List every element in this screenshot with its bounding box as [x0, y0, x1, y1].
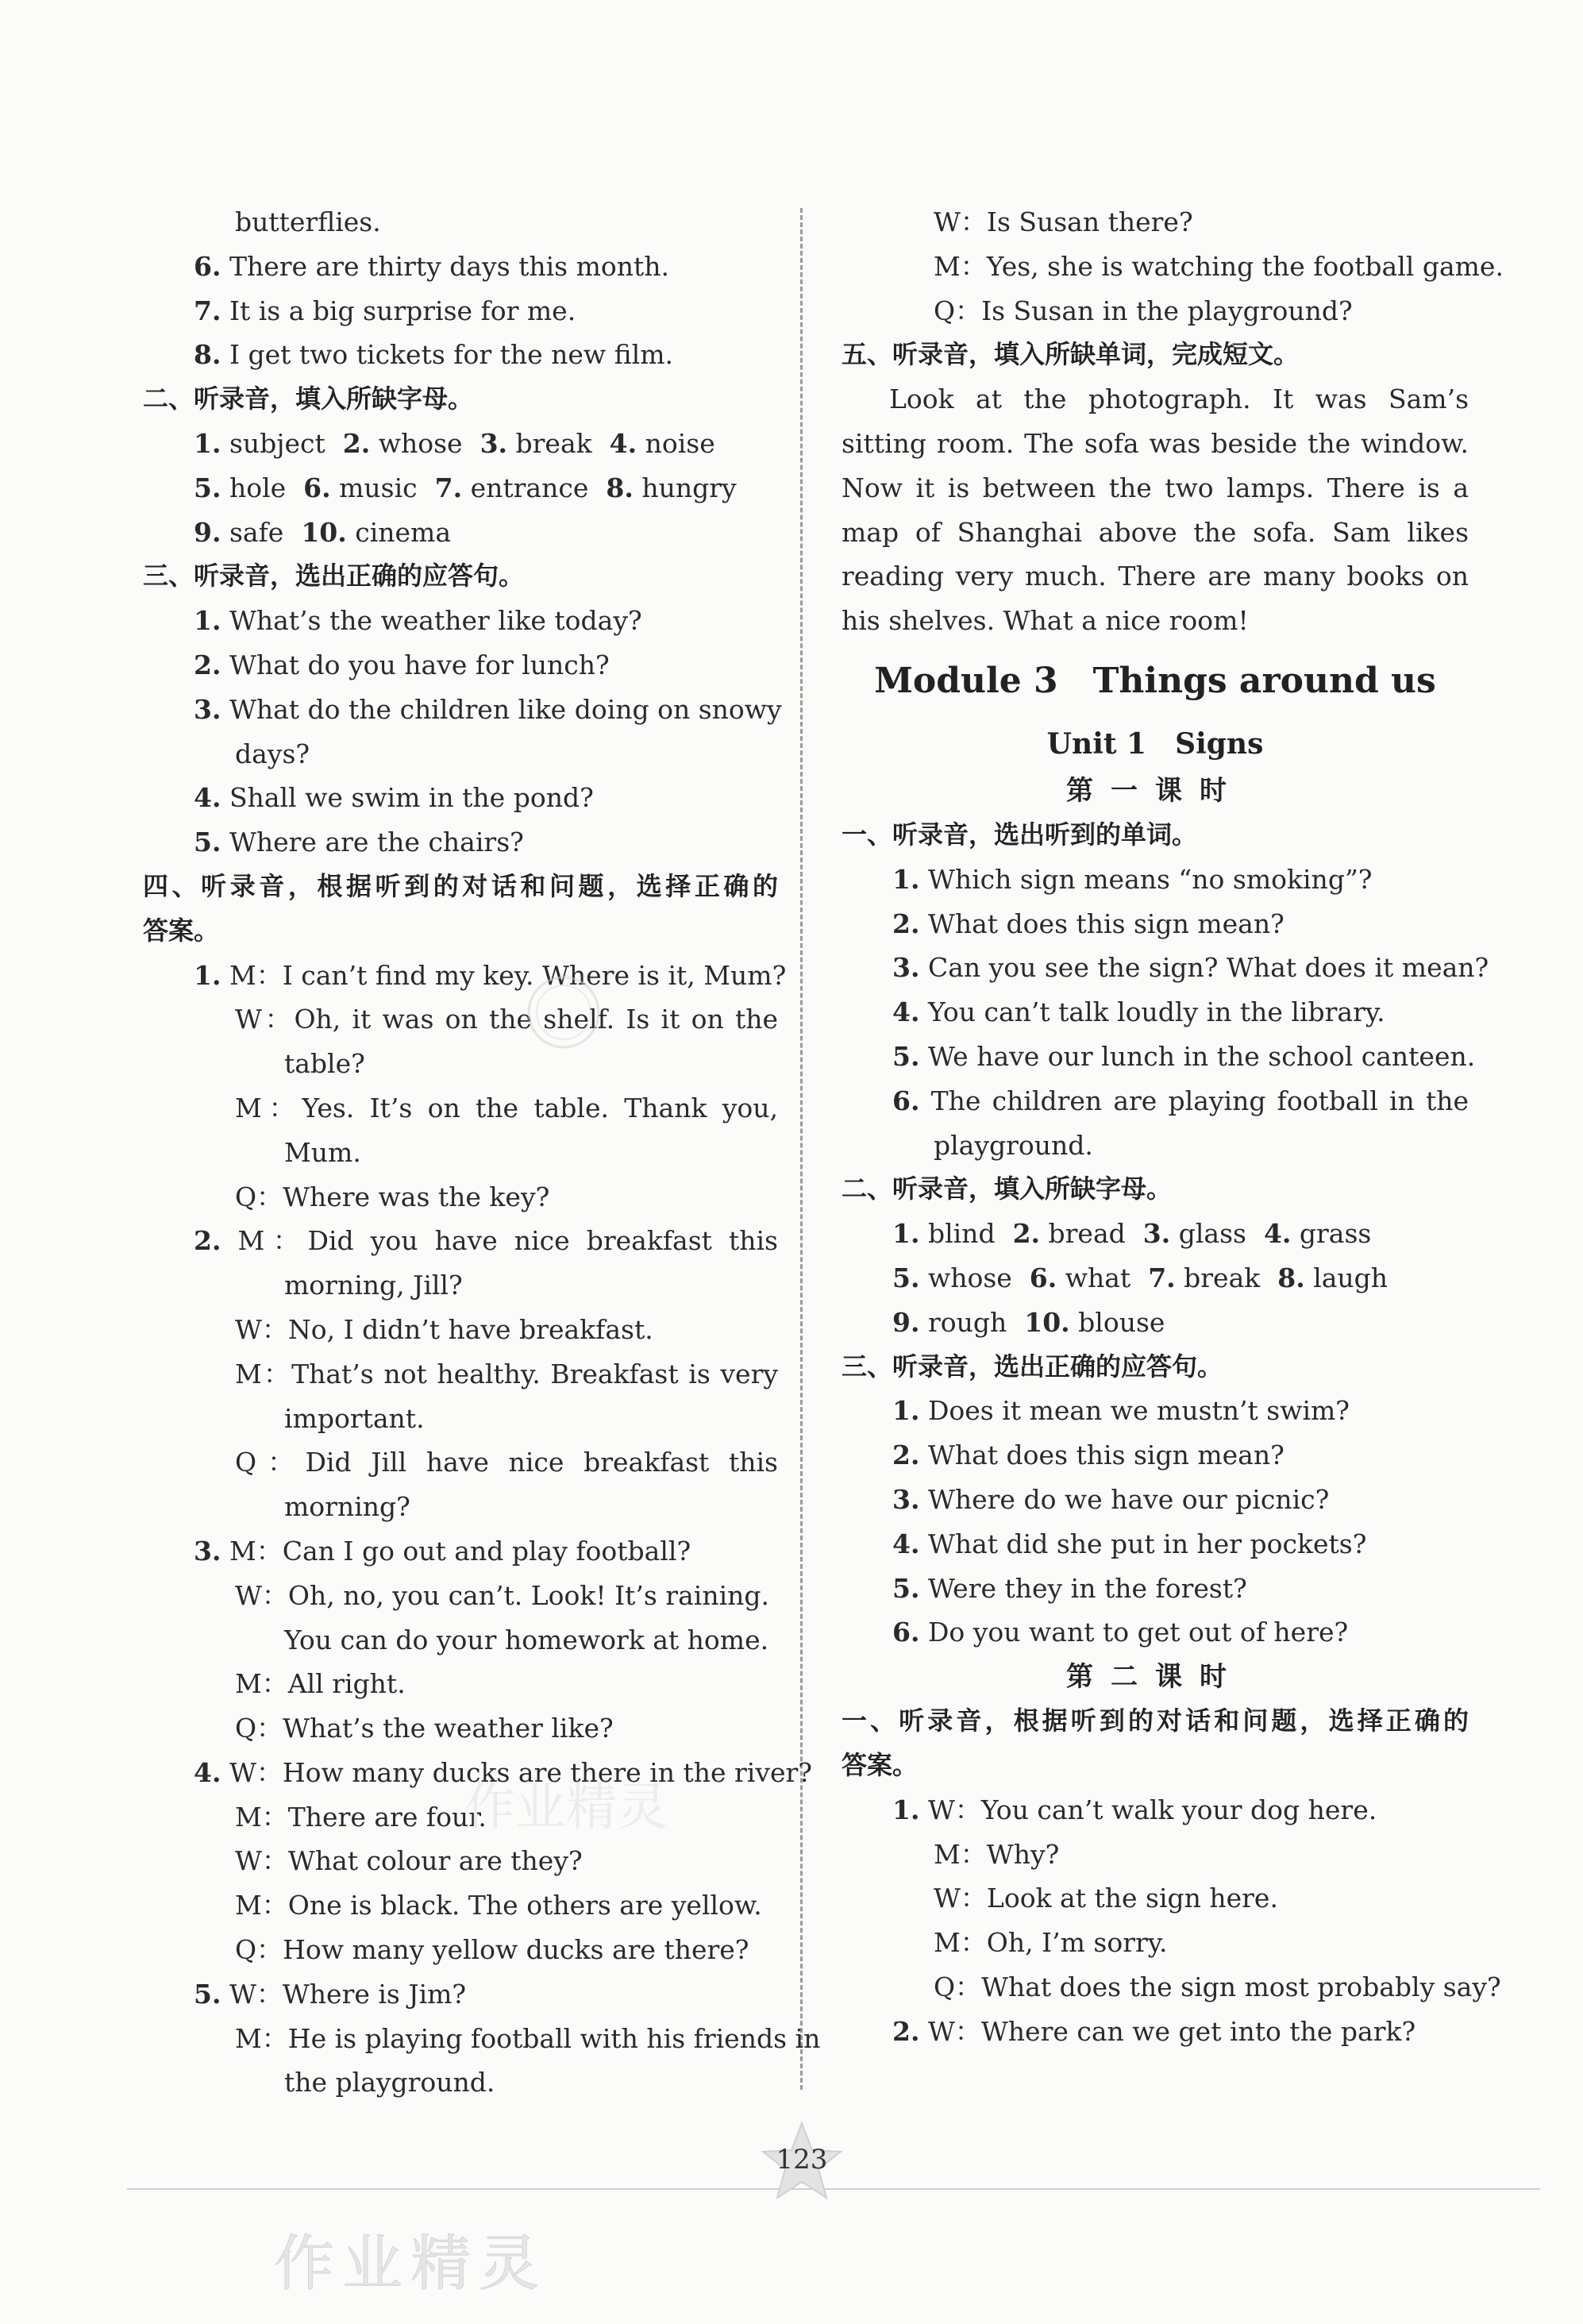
dialogue-text: Where is Jim?: [282, 1978, 467, 2010]
dialogue-content: [284, 1397, 778, 1441]
item-number: 5.: [892, 1040, 920, 1072]
numbered-sentence: [143, 643, 778, 688]
dialogue-line: [143, 997, 778, 1042]
dialogue-text: What does the sign most probably say?: [981, 1971, 1501, 2002]
numbered-sentence: [842, 1522, 1469, 1567]
speaker-label: W：: [229, 1978, 283, 2010]
right-section-heading-2: 二、听录音，填入所缺字母。: [842, 1174, 1173, 1204]
speaker-label: W：: [934, 1883, 987, 1914]
numbered-sentence: [842, 1610, 1469, 1655]
dialogue-line: [842, 2010, 1469, 2054]
dialogue-text: One is black. The others are yellow.: [287, 1890, 762, 1921]
dialogue-content: [235, 1086, 778, 1131]
dialogue-content: [934, 1833, 1469, 1877]
item-number: 6.: [194, 250, 221, 282]
speaker-label: M：: [934, 1927, 987, 1959]
item-number: 4.: [892, 1528, 920, 1559]
dialogue-text: No, I didn’t have breakfast.: [287, 1313, 653, 1345]
dialogue-content: [235, 1574, 778, 1618]
continued-text: butterflies.: [235, 206, 381, 237]
sentence-text: Which sign means “no smoking”?: [927, 863, 1373, 895]
numbered-sentence: [842, 1035, 1476, 1079]
dialogue-content: [934, 245, 1504, 289]
answer-word: safe: [229, 516, 284, 548]
dialogue-content: [235, 1928, 778, 1972]
passage-text: his shelves. What a nice room!: [842, 605, 1249, 637]
item-number: 4.: [1263, 1218, 1292, 1250]
word-row: [842, 1301, 1469, 1345]
unit-title: Unit 1 Signs: [1046, 726, 1264, 761]
watermark-faint: 作业精灵: [464, 1779, 668, 1837]
item-number: 3.: [892, 952, 920, 984]
item-number: 1.: [892, 863, 920, 895]
passage-line: [842, 377, 1469, 422]
dialogue-line: [143, 1440, 778, 1485]
item-number: 8.: [194, 339, 221, 371]
answer-word: what: [1065, 1262, 1131, 1293]
dialogue-content: [194, 1219, 778, 1263]
word-row: [143, 422, 778, 466]
dialogue-line: [143, 1086, 778, 1131]
dialogue-content: [235, 1662, 778, 1706]
numbered-sentence: [842, 990, 1469, 1035]
dialogue-line: [143, 1839, 778, 1883]
word-row: [842, 1256, 1469, 1301]
answer-word: break: [1184, 1262, 1261, 1293]
dialogue-content: [235, 1839, 778, 1883]
dialogue-line: [842, 245, 1504, 289]
answer-word: laugh: [1313, 1262, 1388, 1293]
dialogue-text: How many ducks are there in the river?: [282, 1756, 812, 1788]
item-number: 6.: [892, 1085, 920, 1116]
speaker-label: W：: [229, 1756, 283, 1788]
dialogue-line: [143, 1529, 778, 1574]
sentence-text: I get two tickets for the new film.: [229, 339, 674, 371]
sentence-text: Does it mean we mustn’t swim?: [927, 1395, 1350, 1427]
answer-word: music: [339, 472, 418, 503]
heading-content: 四、听录音，根据听到的对话和问题，选择正确的: [143, 870, 778, 901]
dialogue-content: [284, 1131, 778, 1175]
speaker-label: Q：: [235, 1181, 283, 1212]
sentence-text: There are thirty days this month.: [229, 250, 670, 282]
page-number: 123: [776, 2144, 828, 2176]
numbered-sentence: [143, 776, 778, 820]
dialogue-text: Yes, she is watching the football game.: [986, 250, 1504, 282]
dialogue-content: [194, 1972, 778, 2017]
speaker-label: W：: [927, 1794, 981, 1825]
dialogue-content: [194, 1529, 778, 1574]
item-number: 1.: [194, 605, 221, 637]
dialogue-line: [143, 954, 787, 998]
sentence-text: Do you want to get out of here?: [927, 1617, 1349, 1648]
word-row: [143, 511, 778, 555]
speaker-label: M：: [235, 2022, 288, 2054]
passage-line: [842, 554, 1469, 599]
passage-line: [842, 511, 1469, 555]
dialogue-text: Where was the key?: [283, 1181, 550, 1212]
numbered-sentence: [842, 902, 1469, 946]
item-number: 1.: [892, 1395, 920, 1427]
item-number: 2.: [342, 427, 371, 459]
sentence-text: Shall we swim in the pond?: [229, 782, 594, 814]
speaker-label: M：: [235, 1890, 288, 1921]
passage-text: map of Shanghai above the sofa. Sam likes: [842, 516, 1469, 548]
answer-word: cinema: [355, 516, 452, 548]
item-number: 5.: [194, 827, 221, 858]
dialogue-line: [143, 1751, 812, 1795]
sentence-text: What does this sign mean?: [927, 1439, 1285, 1471]
dialogue-text: You can’t walk your dog here.: [980, 1794, 1377, 1825]
dialogue-content: [235, 997, 778, 1042]
answer-word: noise: [645, 427, 715, 459]
item-number: 8.: [1277, 1262, 1305, 1293]
dialogue-continuation: [143, 1618, 778, 1663]
dialogue-continuation: [143, 1263, 778, 1308]
dialogue-line: [143, 1928, 778, 1972]
sentence-text: Can you see the sign? What does it mean?: [927, 952, 1489, 984]
dialogue-text: What colour are they?: [287, 1845, 583, 1877]
sentence-content: [892, 1079, 1469, 1123]
answer-word: hole: [229, 472, 287, 503]
speaker-label: M：: [235, 1092, 302, 1123]
item-number: 5.: [194, 472, 221, 503]
dialogue-content: [235, 1308, 778, 1352]
dialogue-text: Why?: [986, 1838, 1060, 1870]
dialogue-line: [842, 200, 1469, 245]
dialogue-content: [934, 1876, 1469, 1921]
dialogue-text: Where can we get into the park?: [980, 2015, 1416, 2047]
dialogue-content: [284, 2060, 778, 2105]
sentence-text: It is a big surprise for me.: [229, 295, 576, 326]
numbered-sentence: [143, 820, 778, 865]
dialogue-content: [194, 954, 787, 998]
passage-line: [842, 466, 1469, 511]
dialogue-text: How many yellow ducks are there?: [283, 1934, 749, 1966]
speaker-label: Q：: [934, 1971, 982, 2002]
dialogue-line: [143, 1574, 778, 1618]
numbered-sentence: [842, 1433, 1469, 1478]
numbered-sentence: [143, 245, 778, 289]
dialogue-line: [842, 1921, 1469, 1965]
item-number: 1.: [194, 959, 221, 991]
speaker-label: W：: [235, 1004, 295, 1035]
item-number: 5.: [892, 1262, 920, 1293]
dialogue-text: important.: [284, 1402, 425, 1434]
item-number: 3.: [480, 427, 508, 459]
item-number: 1.: [892, 1218, 920, 1250]
dialogue-text: the playground.: [284, 2067, 495, 2099]
sentence-text: What does this sign mean?: [927, 908, 1285, 939]
item-number: 1.: [892, 1794, 920, 1825]
item-number: 3.: [892, 1483, 920, 1515]
dialogue-content: [934, 289, 1469, 333]
speaker-label: M：: [934, 250, 987, 282]
item-number: 2.: [892, 1439, 920, 1471]
dialogue-line: [143, 1352, 778, 1397]
dialogue-line: [143, 1308, 778, 1352]
dialogue-line: [842, 1788, 1469, 1833]
passage-line: [842, 599, 1469, 643]
dialogue-content: [235, 1440, 778, 1485]
dialogue-continuation: [143, 1397, 778, 1441]
numbered-sentence: [143, 599, 778, 643]
answer-word: entrance: [470, 472, 589, 503]
lesson-heading-2: 第二课时: [1066, 1661, 1244, 1694]
item-number: 2.: [892, 2015, 920, 2047]
speaker-label: Q：: [235, 1713, 283, 1744]
dialogue-text: Yes. It’s on the table. Thank you,: [302, 1092, 778, 1123]
speaker-label: W：: [235, 1313, 288, 1345]
answer-word: subject: [229, 427, 325, 459]
module-title: Module 3 Things around us: [874, 660, 1436, 701]
dialogue-content: [284, 1263, 778, 1308]
passage-text: sitting room. The sofa was beside the window.: [842, 427, 1469, 459]
dialogue-content: [235, 1352, 778, 1397]
passage-line: [842, 422, 1469, 466]
dialogue-text: That’s not healthy. Breakfast is very: [291, 1358, 779, 1389]
watermark-text: 作业精灵: [274, 2228, 547, 2299]
item-number: 5.: [892, 1572, 920, 1604]
dialogue-text: Mum.: [284, 1136, 361, 1168]
word-row: [143, 466, 778, 511]
numbered-sentence: [143, 333, 778, 377]
passage-text: Look at the photograph. It was Sam’s: [889, 383, 1469, 415]
dialogue-text: table?: [284, 1048, 365, 1080]
dialogue-text: He is playing football with his friends in: [287, 2022, 821, 2054]
sentence-content: [194, 688, 782, 732]
speaker-label: W：: [927, 2015, 981, 2047]
numbered-sentence: [842, 1389, 1469, 1433]
sentence-text: Where are the chairs?: [229, 827, 524, 858]
item-number: 6.: [1029, 1262, 1057, 1293]
answer-word: whose: [378, 427, 463, 459]
speaker-label: Q：: [235, 1934, 283, 1966]
item-number: 6.: [303, 472, 331, 503]
dialogue-text: What’s the weather like?: [283, 1713, 614, 1744]
dialogue-text: All right.: [287, 1668, 406, 1700]
item-number: 8.: [606, 472, 634, 503]
item-number: 7.: [434, 472, 463, 503]
dialogue-line: [842, 1965, 1501, 2010]
dialogue-content: [235, 1706, 778, 1751]
dialogue-line: [143, 1972, 778, 2017]
dialogue-line: [143, 1219, 778, 1263]
item-number: 7.: [194, 295, 221, 326]
item-number: 10.: [301, 516, 347, 548]
sentence-continuation: days?: [235, 738, 310, 769]
answer-word: bread: [1048, 1218, 1126, 1250]
item-number: 2.: [892, 908, 920, 939]
numbered-sentence: [842, 946, 1489, 990]
answer-word: break: [515, 427, 592, 459]
speaker-label: W：: [235, 1845, 288, 1877]
section-heading-2: 二、听录音，填入所缺字母。: [143, 383, 474, 414]
item-number: 3.: [194, 693, 221, 725]
item-number: 7.: [1148, 1262, 1176, 1293]
dialogue-line: [143, 1795, 778, 1840]
item-number: 9.: [892, 1306, 920, 1338]
item-number: 4.: [609, 427, 637, 459]
speaker-label: W：: [235, 1579, 288, 1611]
item-number: 10.: [1024, 1306, 1070, 1338]
numbered-sentence: [842, 1079, 1469, 1123]
speaker-label: M：: [235, 1668, 288, 1700]
section-heading-3: 三、听录音，选出正确的应答句。: [143, 561, 525, 592]
speaker-label: M：: [229, 1535, 283, 1567]
item-number: 3.: [1142, 1218, 1171, 1250]
right-section-heading-4-cont: 答案。: [842, 1749, 919, 1780]
answer-word: whose: [927, 1262, 1012, 1293]
numbered-sentence: [842, 1478, 1469, 1522]
right-section-heading-3: 三、听录音，选出正确的应答句。: [842, 1351, 1223, 1382]
right-section-heading-1: 一、听录音，选出听到的单词。: [842, 819, 1198, 850]
item-number: 5.: [194, 1978, 221, 2010]
answer-word: blouse: [1078, 1306, 1165, 1338]
dialogue-content: [892, 2010, 1469, 2054]
dialogue-continuation: [143, 2060, 778, 2105]
dialogue-text: Oh, I’m sorry.: [986, 1927, 1168, 1959]
dialogue-text: Look at the sign here.: [986, 1883, 1278, 1914]
item-number: 9.: [194, 516, 221, 548]
dialogue-text: Oh, no, you can’t. Look! It’s raining.: [287, 1579, 769, 1611]
word-row: [842, 1212, 1469, 1256]
section-heading-4-cont: 答案。: [143, 915, 220, 946]
dialogue-content: [892, 1788, 1469, 1833]
speaker-label: W：: [934, 206, 987, 237]
answer-word: hungry: [641, 472, 737, 503]
dialogue-content: [284, 1485, 778, 1529]
dialogue-content: [934, 1965, 1501, 2010]
sentence-text: You can’t talk loudly in the library.: [927, 996, 1385, 1028]
dialogue-text: Is Susan in the playground?: [981, 295, 1353, 326]
item-number: 6.: [892, 1617, 920, 1648]
column-divider: [800, 208, 803, 2090]
section-heading-4: [143, 865, 778, 909]
sentence-text: What did she put in her pockets?: [927, 1528, 1367, 1559]
dialogue-content: [235, 1175, 778, 1220]
numbered-sentence: [143, 688, 782, 732]
speaker-label: M：: [235, 1358, 292, 1389]
sentence-continuation: playground.: [934, 1129, 1093, 1161]
answer-word: rough: [927, 1306, 1007, 1338]
sentence-text: Where do we have our picnic?: [927, 1483, 1330, 1515]
sentence-text: What do the children like doing on snowy: [229, 693, 782, 725]
item-number: 3.: [194, 1535, 221, 1567]
item-number: 4.: [194, 782, 221, 814]
item-number: 4.: [892, 996, 920, 1028]
dialogue-content: [235, 1883, 778, 1928]
dialogue-content: [284, 1618, 778, 1663]
item-number: 4.: [194, 1756, 221, 1788]
sentence-text: What do you have for lunch?: [229, 649, 610, 680]
dialogue-text: You can do your homework at home.: [284, 1624, 769, 1655]
dialogue-line: [842, 289, 1469, 333]
dialogue-line: [143, 1175, 778, 1220]
numbered-sentence: [143, 289, 778, 333]
watermark-stamp-icon: [520, 969, 607, 1056]
dialogue-content: [934, 200, 1469, 245]
dialogue-line: [143, 1706, 778, 1751]
item-number: 2.: [194, 1225, 221, 1257]
speaker-label: M：: [237, 1225, 308, 1257]
item-number: 2.: [194, 649, 221, 680]
sentence-text: What’s the weather like today?: [229, 605, 642, 637]
dialogue-text: Did you have nice breakfast this: [307, 1225, 778, 1257]
dialogue-continuation: [143, 1485, 778, 1529]
right-column: [842, 200, 1504, 2053]
speaker-label: M：: [235, 1801, 288, 1833]
dialogue-text: morning, Jill?: [284, 1270, 463, 1301]
speaker-label: M：: [229, 959, 283, 991]
lesson-heading-1: 第一课时: [1066, 774, 1244, 807]
item-number: 1.: [194, 427, 221, 459]
dialogue-line: [143, 1883, 778, 1928]
dialogue-line: [143, 2017, 821, 2061]
dialogue-text: Can I go out and play football?: [282, 1535, 691, 1567]
dialogue-continuation: [143, 1131, 778, 1175]
passage-text: reading very much. There are many books on: [842, 561, 1469, 592]
speaker-label: Q：: [235, 1447, 306, 1478]
passage-text: Now it is between the two lamps. There is a: [842, 472, 1469, 503]
dialogue-content: [235, 2017, 821, 2061]
sentence-text: The children are playing football in the: [930, 1085, 1469, 1116]
speaker-label: M：: [934, 1838, 987, 1870]
dialogue-text: Did Jill have nice breakfast this: [305, 1447, 778, 1478]
dialogue-text: Oh, it was on the shelf. Is it on the: [294, 1004, 779, 1035]
answer-word: glass: [1178, 1218, 1246, 1250]
dialogue-text: There are four.: [287, 1801, 487, 1833]
answer-word: grass: [1299, 1218, 1372, 1250]
section-heading-5: 五、听录音，填入所缺单词，完成短文。: [842, 339, 1300, 370]
numbered-sentence: [842, 1567, 1469, 1611]
dialogue-continuation: [143, 1042, 778, 1086]
dialogue-content: [934, 1921, 1469, 1965]
sentence-text: We have our lunch in the school canteen.: [927, 1040, 1476, 1072]
right-section-heading-4: [842, 1699, 1469, 1744]
item-number: 2.: [1012, 1218, 1041, 1250]
heading-content: 一、听录音，根据听到的对话和问题，选择正确的: [842, 1705, 1469, 1736]
numbered-sentence: [842, 858, 1469, 902]
dialogue-text: I can’t find my key. Where is it, Mum?: [282, 959, 787, 991]
sentence-text: Were they in the forest?: [927, 1572, 1247, 1604]
dialogue-line: [842, 1833, 1469, 1877]
dialogue-text: Is Susan there?: [986, 206, 1193, 237]
dialogue-text: morning?: [284, 1491, 410, 1523]
dialogue-line: [842, 1876, 1469, 1921]
left-column: [143, 200, 821, 2105]
speaker-label: Q：: [934, 295, 982, 326]
answer-word: blind: [927, 1218, 996, 1250]
dialogue-line: [143, 1662, 778, 1706]
